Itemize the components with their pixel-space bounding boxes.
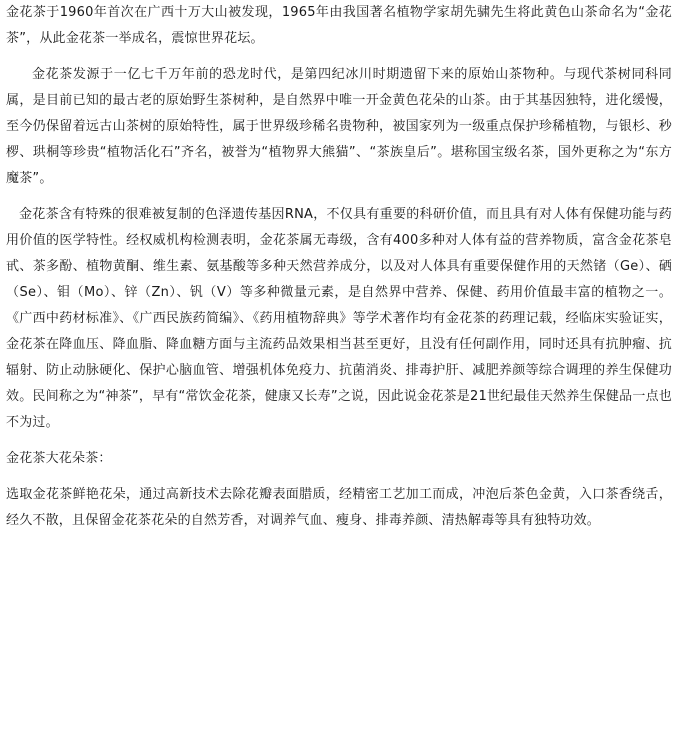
paragraph-medical-value: 金花茶含有特殊的很难被复制的色泽遗传基因RNA，不仅具有重要的科研价值，而且具有对人体有保健功能与药用价值的医学特性。经权威机构检测表明，金花茶属无毒级，含有400多种对人体有益的营养物质，富含金花茶皂甙、茶多酚、植物黄酮、维生素、氨基酸等多种天然营养成分，以及对人体具有重要保健作用的天然锗（Ge）、硒（Se）、钼（Mo）、锌（Zn）、钒（V）等多种微量元素，是自然界中营养、保健、药用价值最丰富的植物之一。《广西中药材标准》、《广西民族药简编》、《药用植物辞典》等学术著作均有金花茶的药理记载，经临床实验证实，金花茶在降血压、降血脂、降血糖方面与主流药品效果相当甚至更好，且没有任何副作用，同时还具有抗肿瘤、抗辐射、防止动脉硬化、保护心脑血管、增强机体免疫力、抗菌消炎、排毒护肝、减肥养颜等综合调理的养生保健功效。民间称之为“神茶”，早有“常饮金花茶，健康又长寿”之说，因此说金花茶是21世纪最佳天然养生保健品一点也不为过。 [6,207,672,430]
paragraph-discovery: 金花茶于1960年首次在广西十万大山被发现，1965年由我国著名植物学家胡先骕先生将此黄色山茶命名为“金花茶”，从此金花茶一举成名，震惊世界花坛。 [6,5,672,46]
paragraph-large-flower-tea: 选取金花茶鲜艳花朵，通过高新技术去除花瓣表面腊质，经精密工艺加工而成，冲泡后茶色金黄，入口茶香绕舌，经久不散，且保留金花茶花朵的自然芳香，对调养气血、瘦身、排毒养颜、清热解毒等具有独特功效。 [6,487,672,528]
section-heading-large-flower-tea: 金花茶大花朵茶： [6,451,112,466]
paragraph-origin: 金花茶发源于一亿七千万年前的恐龙时代，是第四纪冰川时期遗留下来的原始山茶物种。与现代茶树同科同属，是目前已知的最古老的原始野生茶树种，是自然界中唯一开金黄色花朵的山茶。由于其基因独特，进化缓慢，至今仍保留着远古山茶树的原始特性，属于世界级珍稀名贵物种，被国家列为一级重点保护珍稀植物，与银杉、秒椤、珙桐等珍贵“植物活化石”齐名，被誉为“植物界大熊猫”、“茶族皇后”。堪称国宝级名茶，国外更称之为“东方魔茶”。 [6,67,672,186]
article-body [6,0,672,534]
